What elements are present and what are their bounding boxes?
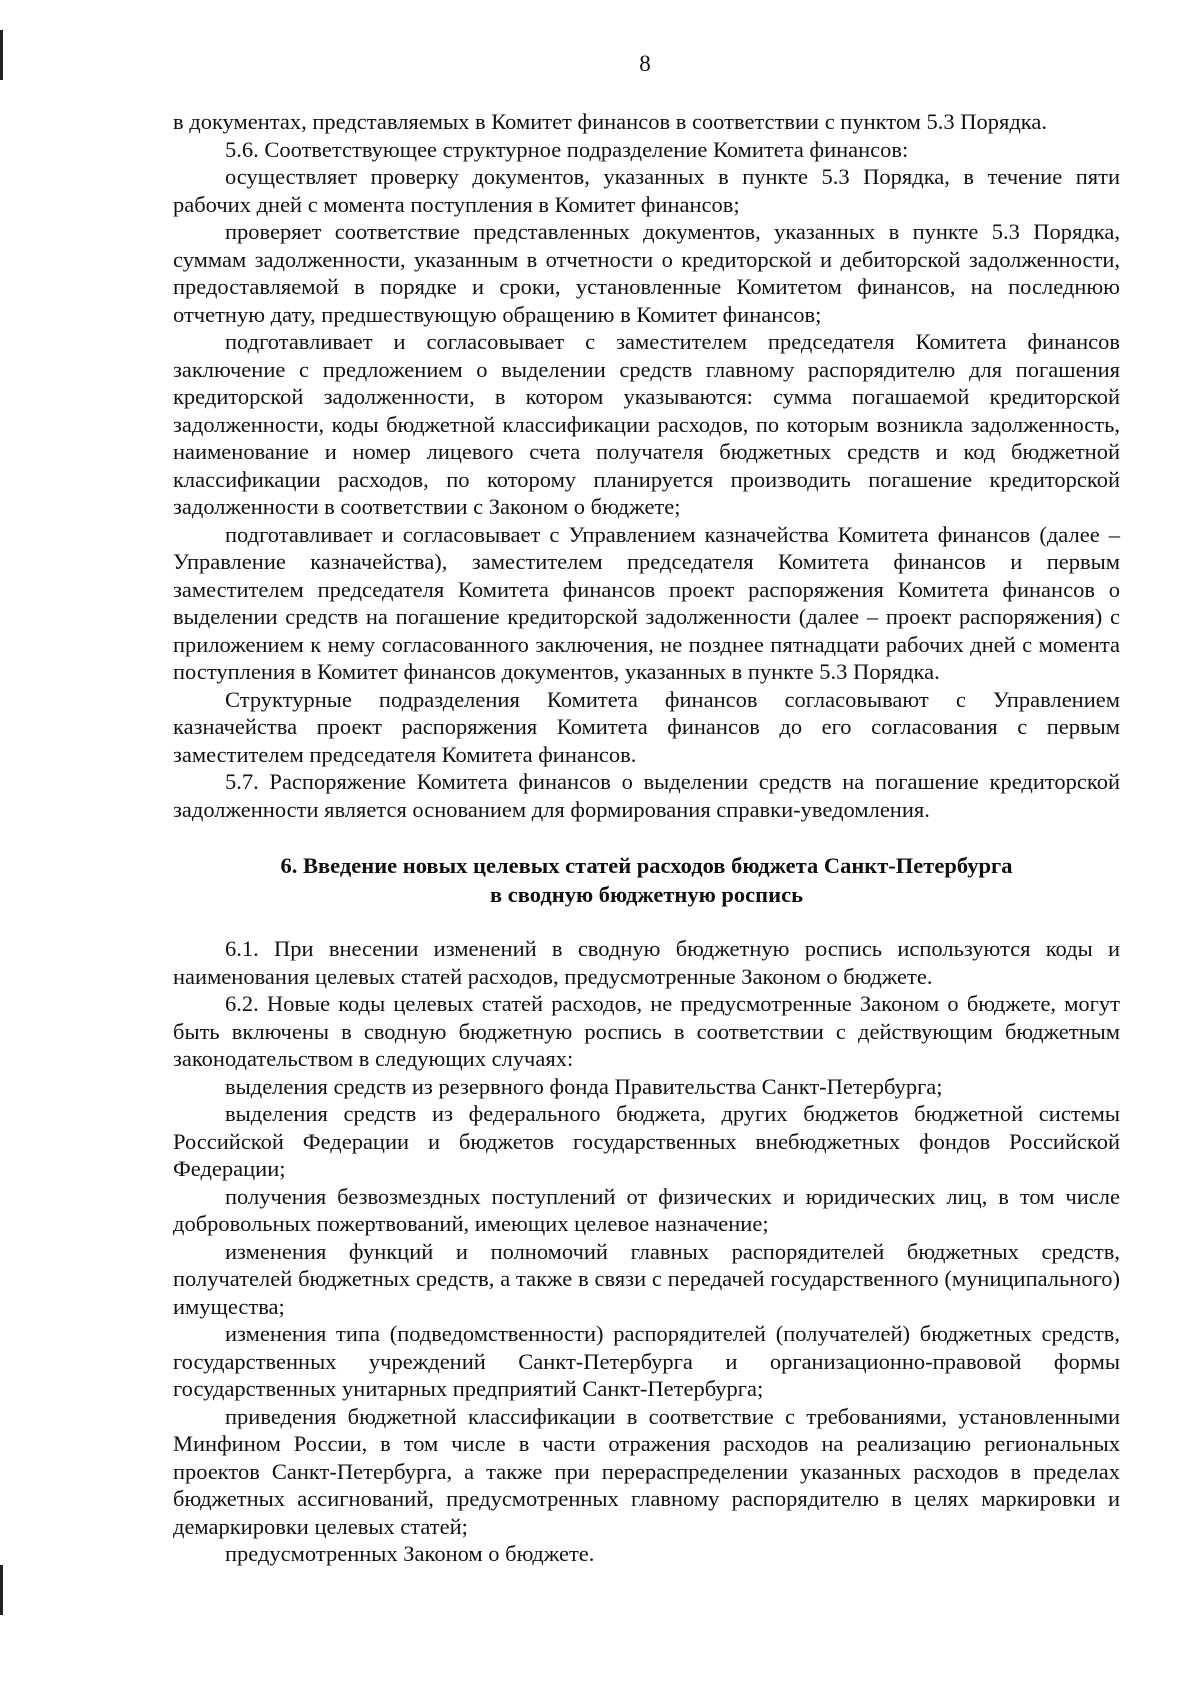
paragraph: Структурные подразделения Комитета финансов согласовывают с Управлением казначейства проект распоряжения Комитета финансов до его согласования с первым заместителем председателя Комитета финансов. (173, 686, 1120, 767)
scan-edge-mark (0, 1565, 3, 1615)
paragraph: 6.2. Новые коды целевых статей расходов, не предусмотренные Законом о бюджете, могут быть включены в сводную бюджетную роспись в соответствии с действующим бюджетным законодательством в следующих случаях: (173, 991, 1120, 1071)
paragraph: проверяет соответствие представленных документов, указанных в пункте 5.3 Порядка, суммам задолженности, указанным в отчетности о кредиторской и дебиторской задолженности, предоставляемой в порядке и сроки, установленные Комитетом финансов, на последнюю отчетную дату, предшествующую обращению в Комитет финансов; (173, 219, 1120, 327)
paragraph-group-bottom (173, 935, 1120, 1568)
paragraph: 6.1. При внесении изменений в сводную бюджетную роспись используются коды и наименования целевых статей расходов, предусмотренные Законом о бюджете. (173, 936, 1120, 989)
paragraph: осуществляет проверку документов, указанных в пункте 5.3 Порядка, в течение пяти рабочих дней с момента поступления в Комитет финансов; (173, 164, 1120, 217)
paragraph: 5.7. Распоряжение Комитета финансов о выделении средств на погашение кредиторской задолженности является основанием для формирования справки-уведомления. (173, 769, 1120, 822)
paragraph: выделения средств из федерального бюджета, других бюджетов бюджетной системы Российской Федерации и бюджетов государственных внебюджетных фондов Российской Федерации; (173, 1101, 1120, 1181)
paragraph: подготавливает и согласовывает с заместителем председателя Комитета финансов заключение с предложением о выделении средств главному распорядителю для погашения кредиторской задолженности, в котором указываются: сумма погашаемой кредиторской задолженности, коды бюджетной классификации расходов, по которым возникла задолженность, наименование и номер лицевого счета получателя бюджетных средств и код бюджетной классификации расходов, по которому планируется производить погашение кредиторской задолженности в соответствии с Законом о бюджете; (173, 329, 1120, 519)
paragraph: получения безвозмездных поступлений от физических и юридических лиц, в том числе добровольных пожертвований, имеющих целевое назначение; (173, 1183, 1120, 1236)
paragraph-group-top (173, 108, 1120, 823)
paragraph: изменения типа (подведомственности) распорядителей (получателей) бюджетных средств, государственных учреждений Санкт-Петербурга и организационно-правовой формы государственных унитарных предприятий Санкт-Петербурга; (173, 1321, 1120, 1401)
section-heading-line: 6. Введение новых целевых статей расходов бюджета Санкт-Петербурга (280, 853, 1013, 878)
paragraph: подготавливает и согласовывает с Управлением казначейства Комитета финансов (далее – Управление казначейства), заместителем председателя Комитета финансов и первым заместителем председателя Комитета финансов проект распоряжения Комитета финансов о выделении средств на погашение кредиторской задолженности (далее – проект распоряжения) с приложением к нему согласованного заключения, не позднее пятнадцати рабочих дней с момента поступления в Комитет финансов документов, указанных в пункте 5.3 Порядка. (173, 521, 1120, 684)
paragraph: предусмотренных Законом о бюджете. (225, 1541, 595, 1566)
paragraph: приведения бюджетной классификации в соответствие с требованиями, установленными Минфином России, в том числе в части отражения расходов на реализацию региональных проектов Санкт-Петербурга, а также при перераспределении указанных расходов в пределах бюджетных ассигнований, предусмотренных главному распорядителю в целях маркировки и демаркировки целевых статей; (173, 1403, 1120, 1539)
page-number: 8 (639, 51, 651, 76)
section-heading-line: в сводную бюджетную роспись (490, 882, 803, 907)
paragraph: в документах, представляемых в Комитет финансов в соответствии с пунктом 5.3 Порядка. (173, 109, 1047, 134)
paragraph: 5.6. Соответствующее структурное подразделение Комитета финансов: (225, 136, 909, 162)
document-body (173, 108, 1120, 1568)
section-heading (173, 851, 1120, 909)
paragraph: выделения средств из резервного фонда Правительства Санкт-Петербурга; (225, 1073, 943, 1099)
paragraph: изменения функций и полномочий главных распорядителей бюджетных средств, получателей бюджетных средств, а также в связи с передачей государственного (муниципального) имущества; (173, 1238, 1120, 1319)
